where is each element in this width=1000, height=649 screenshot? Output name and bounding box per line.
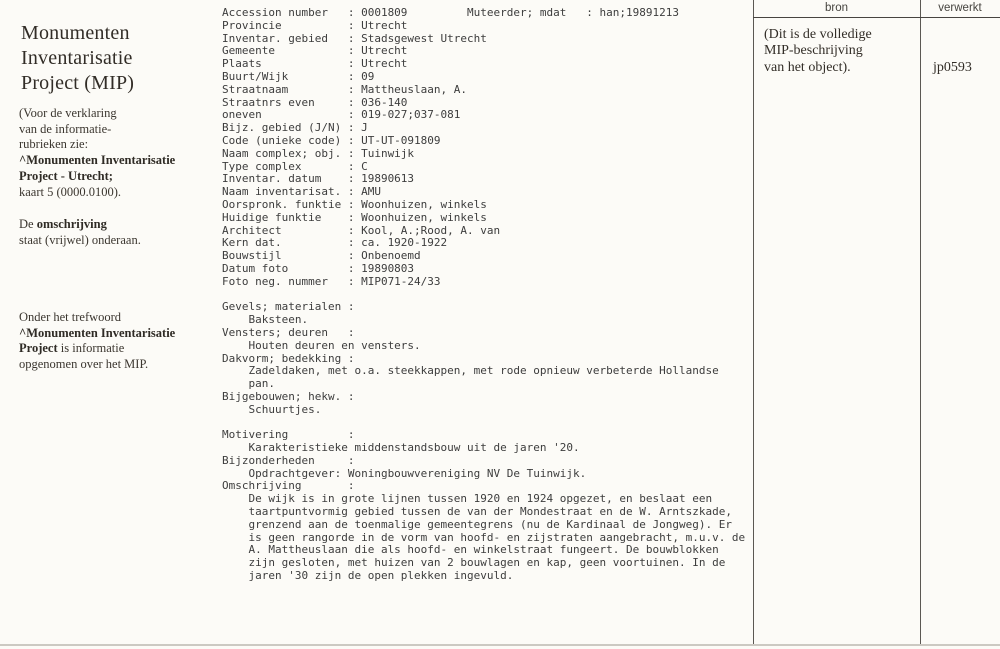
- record-line: Naam complex; obj. : Tuinwijk: [222, 146, 415, 160]
- record-line: Straatnrs even : 036-140: [222, 95, 408, 109]
- record-line: is geen rangorde in de vorm van hoofd- en zijstraten aangebracht, m.u.v. de: [222, 530, 746, 544]
- sidebar-note-line: van de informatie-: [19, 121, 112, 136]
- record-line: pan.: [222, 377, 275, 391]
- record-line: Dakvorm; bedekking :: [222, 351, 355, 365]
- record-line: Bijzonderheden :: [222, 453, 355, 467]
- record-line: Architect : Kool, A.;Rood, A. van: [222, 223, 501, 237]
- record-line: Naam inventarisat. : AMU: [222, 185, 381, 199]
- sidebar-note-line: Project is informatie: [19, 341, 125, 356]
- sidebar-note-line: rubrieken zie:: [19, 137, 89, 152]
- record-line: Karakteristieke middenstandsbouw uit de jaren '20.: [222, 441, 580, 455]
- record-line: taartpuntvormig gebied tussen de van der Mondestraat en de W. Arntszkade,: [222, 505, 732, 519]
- record-line: Inventar. datum : 19890613: [222, 172, 415, 186]
- record-line: Inventar. gebied : Stadsgewest Utrecht: [222, 31, 487, 45]
- sidebar-note-line: staat (vrijwel) onderaan.: [19, 232, 141, 247]
- sidebar-note-verklaring: [19, 106, 175, 200]
- page-title-line: Inventarisatie: [21, 47, 133, 70]
- record-line: Plaats : Utrecht: [222, 57, 408, 71]
- record-line: Gevels; materialen :: [222, 300, 355, 314]
- page-title-line: Monumenten: [21, 22, 130, 45]
- record-line: Kern dat. : ca. 1920-1922: [222, 236, 448, 250]
- scan-bottom-edge: [0, 644, 1000, 646]
- column-header-verwerkt: verwerkt: [938, 2, 982, 14]
- record-line: Foto neg. nummer : MIP071-24/33: [222, 274, 441, 288]
- sidebar-note-line: ^Monumenten Inventarisatie: [19, 153, 176, 168]
- record-line: Omschrijving :: [222, 479, 355, 493]
- page-title: [21, 21, 134, 96]
- sidebar-note-line: ^Monumenten Inventarisatie: [19, 325, 176, 340]
- record-line: Bijz. gebied (J/N) : J: [222, 121, 368, 135]
- record-line: Straatnaam : Mattheuslaan, A.: [222, 82, 468, 96]
- record-line: Bijgebouwen; hekw. :: [222, 389, 355, 403]
- panel-divider-left: [753, 0, 754, 646]
- record-line: Datum foto : 19890803: [222, 261, 415, 275]
- sidebar-note-line: De omschrijving: [19, 217, 107, 231]
- bron-note-line: van het object).: [764, 59, 851, 75]
- record-line: Opdrachtgever: Woningbouwvereniging NV De Tuinwijk.: [222, 466, 587, 480]
- record-line: A. Mattheuslaan die als hoofd- en winkelstraat fungeert. De bouwblokken: [222, 543, 719, 557]
- panel-divider-right: [920, 0, 921, 646]
- record-line: Type complex : C: [222, 159, 368, 173]
- record-line: Motivering :: [222, 428, 355, 442]
- record-line: jaren '30 zijn de open plekken ingevuld.: [222, 569, 514, 583]
- record-line: Bouwstijl : Onbenoemd: [222, 249, 421, 263]
- panel-header-rule: [753, 17, 1000, 18]
- page-title-line: Project (MIP): [21, 72, 135, 95]
- record-text: [222, 7, 745, 583]
- sidebar-note-omschrijving: [19, 217, 141, 248]
- sidebar-note-line: Project - Utrecht;: [19, 168, 113, 183]
- sidebar-note-line: Onder het trefwoord: [19, 310, 122, 324]
- record-line: Gemeente : Utrecht: [222, 44, 408, 58]
- record-line: Accession number : 0001809 Muteerder; mdat : han;19891213: [222, 6, 679, 19]
- record-line: Houten deuren en vensters.: [222, 338, 421, 352]
- column-header-bron: bron: [824, 2, 849, 14]
- sidebar-note-line: opgenomen over het MIP.: [19, 357, 149, 372]
- record-line: grenzend aan de toenmalige gemeentegrens (nu de Kardinaal de Jongweg). Er: [222, 517, 732, 531]
- record-line: Provincie : Utrecht: [222, 18, 408, 32]
- record-line: Huidige funktie : Woonhuizen, winkels: [222, 210, 487, 224]
- verwerkt-code: jp0593: [933, 60, 972, 75]
- record-line: Oorspronk. funktie : Woonhuizen, winkels: [222, 197, 487, 211]
- record-line: Baksteen.: [222, 313, 309, 327]
- record-line: Code (unieke code) : UT-UT-091809: [222, 133, 441, 147]
- bron-note: [764, 27, 872, 76]
- bron-note-line: MIP-beschrijving: [764, 43, 863, 59]
- record-line: Schuurtjes.: [222, 402, 322, 416]
- record-line: Vensters; deuren :: [222, 325, 355, 339]
- sidebar-note-line: (Voor de verklaring: [19, 106, 117, 120]
- record-line: De wijk is in grote lijnen tussen 1920 en 1924 opgezet, en beslaat een: [222, 492, 713, 506]
- record-line: zijn gesloten, met huizen van 2 bouwlagen en kap, geen voortuinen. In de: [222, 556, 726, 570]
- sidebar-note-trefwoord: [19, 310, 175, 373]
- record-line: Zadeldaken, met o.a. steekkappen, met rode opnieuw verbeterde Hollandse: [222, 364, 719, 378]
- sidebar-note-line: kaart 5 (0000.0100).: [19, 184, 122, 199]
- record-line: oneven : 019-027;037-081: [222, 108, 461, 122]
- bron-note-line: (Dit is de volledige: [764, 27, 872, 42]
- record-line: Buurt/Wijk : 09: [222, 69, 375, 83]
